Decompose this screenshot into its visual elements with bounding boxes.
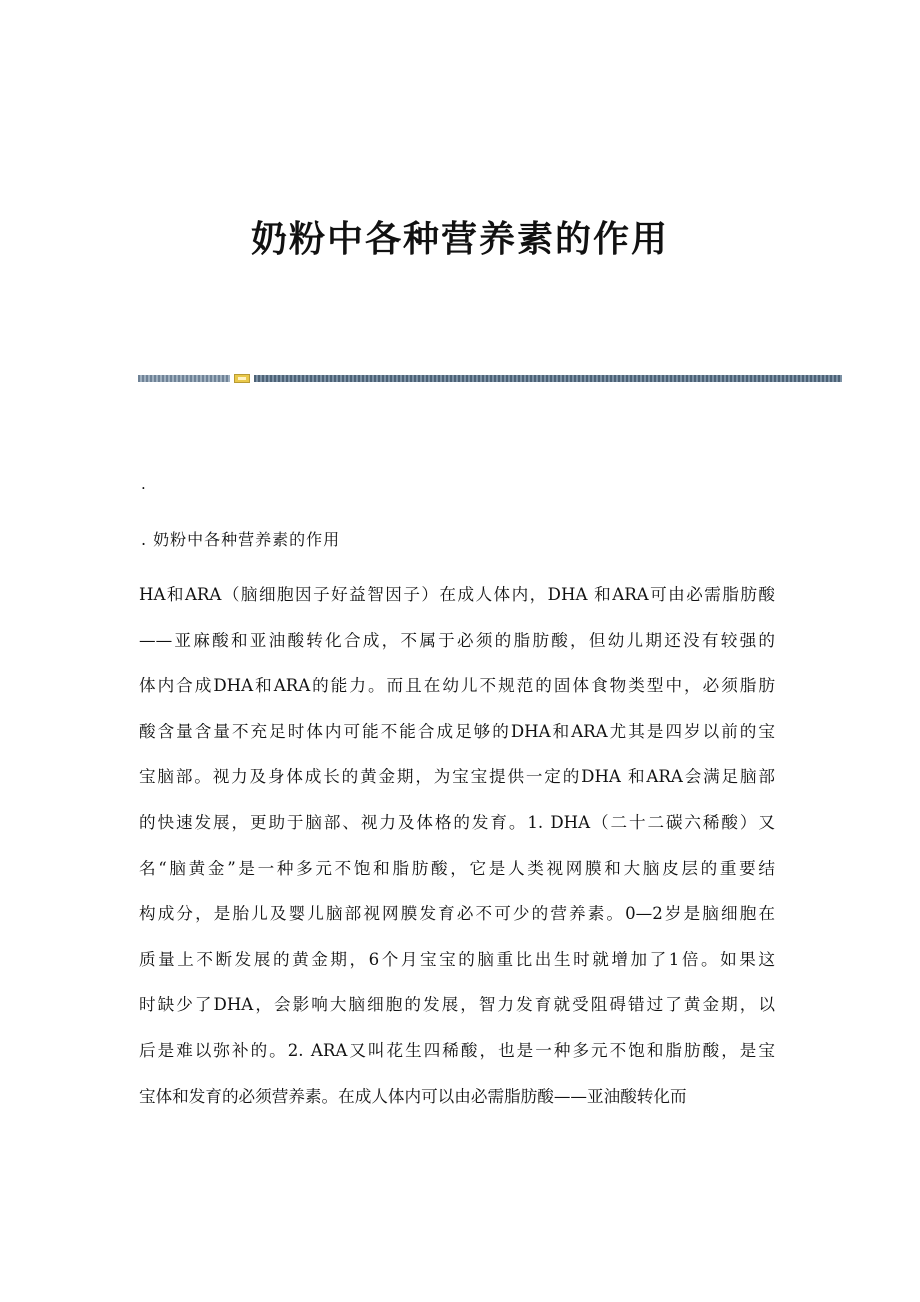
divider-left-bar xyxy=(138,375,230,382)
body-line: 时缺少了DHA，会影响大脑细胞的发展，智力发育就受阻碍错过了黄金期，以 xyxy=(139,995,775,1015)
divider-right-bar xyxy=(254,375,842,382)
leading-dot: . xyxy=(141,475,146,493)
body-text xyxy=(139,580,775,1127)
body-line: 体内合成DHA和ARA的能力。而且在幼儿不规范的固体食物类型中，必须脂肪 xyxy=(139,676,775,696)
page-title: 奶粉中各种营养素的作用 xyxy=(250,218,669,260)
section-heading: . 奶粉中各种营养素的作用 xyxy=(141,530,341,549)
body-line: 后是难以弥补的。2. ARA又叫花生四稀酸，也是一种多元不饱和脂肪酸，是宝 xyxy=(139,1040,775,1060)
body-line: 酸含量含量不充足时体内可能不能合成足够的DHA和ARA尤其是四岁以前的宝 xyxy=(139,721,775,741)
title-divider xyxy=(138,374,842,383)
body-line: ——亚麻酸和亚油酸转化合成，不属于必须的脂肪酸，但幼儿期还没有较强的 xyxy=(139,630,775,650)
body-line: 的快速发展，更助于脑部、视力及体格的发育。1. DHA（二十二碳六稀酸）又 xyxy=(139,812,775,832)
body-line: 宝脑部。视力及身体成长的黄金期，为宝宝提供一定的DHA 和ARA会满足脑部 xyxy=(139,767,775,787)
body-line: 宝体和发育的必须营养素。在成人体内可以由必需脂肪酸——亚油酸转化而 xyxy=(139,1086,687,1106)
body-line: 质量上不断发展的黄金期，6个月宝宝的脑重比出生时就增加了1倍。如果这 xyxy=(139,949,775,969)
body-line: HA和ARA（脑细胞因子好益智因子）在成人体内，DHA 和ARA可由必需脂肪酸 xyxy=(139,585,775,604)
body-line: 构成分，是胎儿及婴儿脑部视网膜发育必不可少的营养素。0—2岁是脑细胞在 xyxy=(139,904,775,924)
divider-ornament-icon xyxy=(234,374,250,383)
body-line: 名“脑黄金”是一种多元不饱和脂肪酸，它是人类视网膜和大脑皮层的重要结 xyxy=(139,858,775,878)
